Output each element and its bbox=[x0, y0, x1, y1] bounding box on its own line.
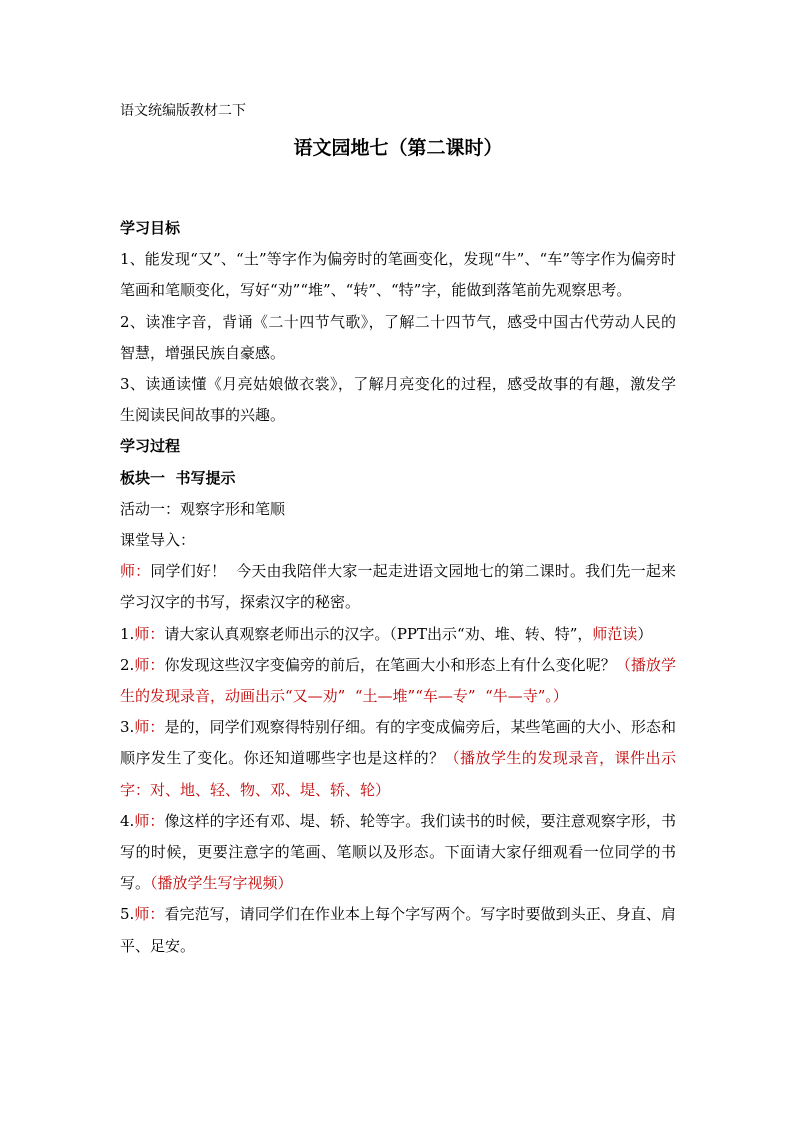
step-text: 像这样的字还有邓、堤、轿、轮等字。我们读书的时候，要注意观察字形，书写的时候，更要注意字的笔画、笔顺以及形态。下面请大家仔细观看一位同学的书写。 bbox=[120, 811, 676, 893]
block-heading: 板块一 书写提示 bbox=[120, 468, 236, 487]
step-3 bbox=[120, 712, 676, 806]
step-4 bbox=[120, 806, 676, 900]
speaker-label: 师： bbox=[134, 718, 165, 737]
step-number: 4. bbox=[120, 811, 135, 830]
step-2 bbox=[120, 650, 676, 712]
speaker-label: 师： bbox=[134, 624, 165, 643]
step-number: 1. bbox=[120, 624, 135, 643]
speaker-label: 师： bbox=[134, 655, 165, 674]
step-note: （播放学生的发现录音，课件出示字：对、地、轻、物、邓、堤、轿、轮） bbox=[120, 749, 676, 799]
step-note: 师范读 bbox=[592, 624, 638, 643]
document-header: 语文统编版教材二下 bbox=[120, 103, 246, 119]
intro-label: 课堂导入： bbox=[120, 531, 196, 550]
step-number: 2. bbox=[120, 655, 135, 674]
activity-title: 活动一：观察字形和笔顺 bbox=[120, 499, 286, 518]
step-number: 3. bbox=[120, 718, 135, 737]
objective-item-2: 2、读准字音，背诵《二十四节气歌》，了解二十四节气，感受中国古代劳动人民的智慧，增强民族自豪感。 bbox=[120, 312, 676, 362]
intro-text: 同学们好！ 今天由我陪伴大家一起走进语文园地七的第二课时。我们先一起来学习汉字的书写，探索汉字的秘密。 bbox=[120, 562, 676, 612]
speaker-label: 师： bbox=[134, 905, 165, 924]
step-text: 是的，同学们观察得特别仔细。有的字变成偏旁后，某些笔画的大小、形态和顺序发生了变化。你还知道哪些字也是这样的？ bbox=[120, 718, 676, 768]
step-text: 看完范写，请同学们在作业本上每个字写两个。写字时要做到头正、身直、肩平、足安。 bbox=[120, 905, 676, 955]
document-body bbox=[120, 213, 676, 962]
step-text: 你发现这些汉字变偏旁的前后，在笔画大小和形态上有什么变化呢？ bbox=[164, 655, 616, 674]
step-tail: ） bbox=[637, 624, 653, 643]
speaker-label: 师： bbox=[120, 562, 151, 581]
step-note: （播放学生的发现录音，动画出示“又—劝” “土—堆”“车—专” “牛—寺”。） bbox=[120, 655, 676, 706]
step-1 bbox=[120, 619, 676, 650]
objective-item-3: 3、读通读懂《月亮姑娘做衣裳》，了解月亮变化的过程，感受故事的有趣，激发学生阅读民间故事的兴趣。 bbox=[120, 375, 676, 425]
objectives-heading: 学习目标 bbox=[120, 219, 181, 237]
step-5 bbox=[120, 899, 676, 961]
objective-item-1: 1、能发现“又”、“土”等字作为偏旁时的笔画变化，发现“牛”、“车”等字作为偏旁时笔画和笔顺变化，写好“劝”“堆”、“转”、“特”字，能做到落笔前先观察思考。 bbox=[120, 250, 676, 300]
step-text: 请大家认真观察老师出示的汉字。（PPT出示“劝、堆、转、特”， bbox=[164, 624, 593, 643]
process-heading: 学习过程 bbox=[120, 437, 181, 456]
step-note: （播放学生写字视频） bbox=[150, 874, 293, 893]
speaker-label: 师： bbox=[134, 811, 165, 830]
step-number: 5. bbox=[120, 905, 135, 924]
intro-paragraph bbox=[120, 556, 676, 618]
page-title: 语文园地七（第二课时） bbox=[293, 137, 503, 159]
